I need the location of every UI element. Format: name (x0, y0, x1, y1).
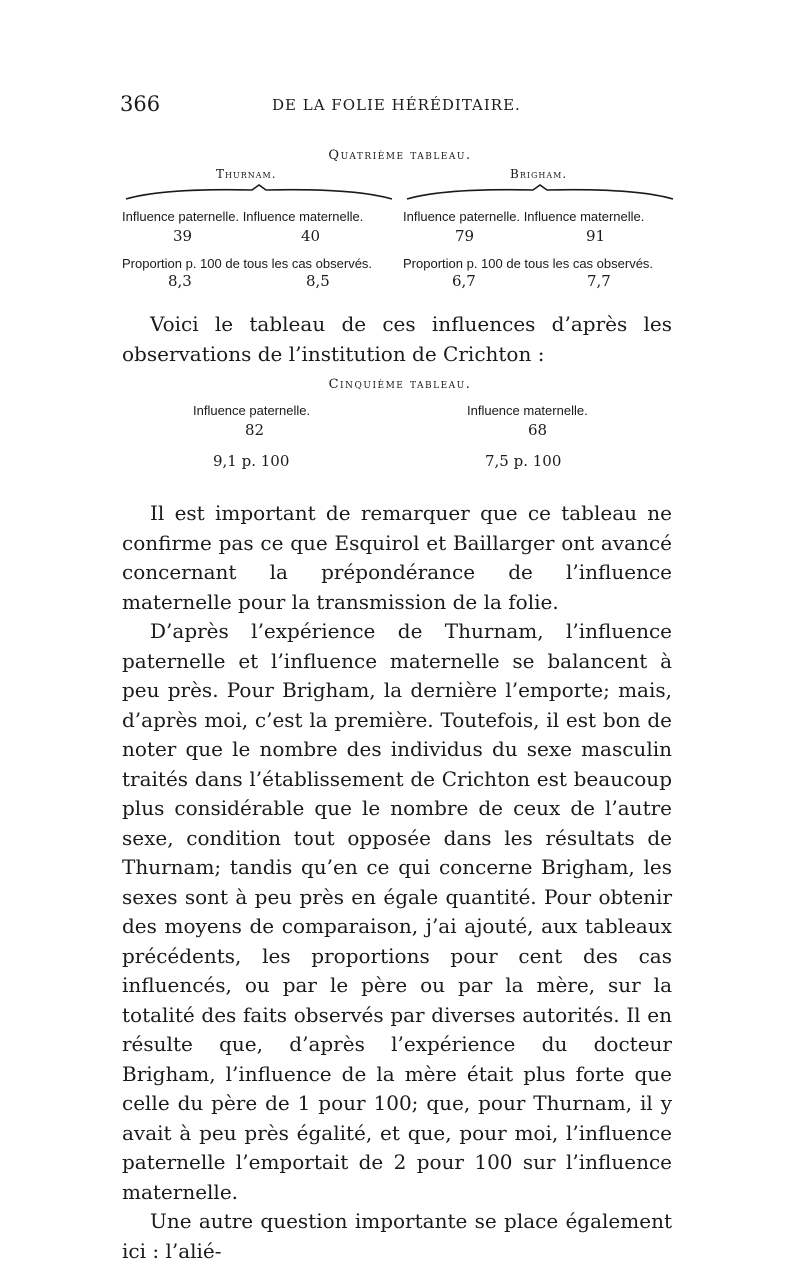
right-brace-icon (405, 184, 675, 202)
page-header (120, 92, 680, 122)
crichton-maternal-pct: 7,5 p. 100 (485, 452, 562, 470)
thurnam-paternal-pct: 8,3 (168, 272, 192, 290)
thurnam-paternal-value: 39 (173, 227, 193, 245)
left-brace-icon (124, 184, 394, 202)
brigham-maternal-pct: 7,7 (587, 272, 611, 290)
paragraph-question: Une autre question importante se place également ici : l’alié- (122, 1209, 672, 1263)
crichton-maternal-value: 68 (528, 421, 548, 439)
thurnam-labels: Influence paternelle. Influence maternelle. (122, 209, 364, 224)
crichton-paternal-pct: 9,1 p. 100 (213, 452, 290, 470)
brigham-maternal-value: 91 (586, 227, 606, 245)
brigham-paternal-value: 79 (455, 227, 475, 245)
thurnam-proportion-label: Proportion p. 100 de tous les cas observés. (122, 256, 373, 271)
running-title: DE LA FOLIE HÉRÉDITAIRE. (272, 96, 521, 114)
intro-paragraph (122, 310, 672, 369)
brigham-labels: Influence paternelle. Influence maternelle. (403, 209, 645, 224)
crichton-paternal-value: 82 (245, 421, 265, 439)
paragraph-thurnam: D’après l’expérience de Thurnam, l’influence paternelle et l’influence maternelle se balancent à peu près. Pour Brigham, la dernière l’emporte; mais, d’après moi, c’est la première. Toutefois, il est bon de noter que le nombre des individus du sexe masculin traités dans l’établissement de Crichton est beaucoup plus considérable que le nombre de ceux de l’autre sexe, condition tout opposée dans les résultats de Thurnam; tandis qu’en ce qui concerne Brigham, les sexes sont à peu près en égale quantité. Pour obtenir des moyens de comparaison, j’ai ajouté, aux tableaux précédents, les proportions pour cent des cas influencés, ou par le père ou par la mère, sur la totalité des faits observés par diverses autorités. Il en résulte que, d’après l’expérience du docteur Brigham, l’influence de la mère était plus forte que celle du père de 1 pour 100; que, pour Thurnam, il y avait à peu près égalité, et que, pour moi, l’influence paternelle l’emportait de 2 pour 100 sur l’influence maternelle. (122, 619, 672, 1204)
body-paragraphs (122, 499, 672, 1266)
crichton-paternal-label: Influence paternelle. (193, 403, 311, 418)
paragraph-esquirol: Il est important de remarquer que ce tableau ne confirme pas ce que Esquirol et Baillarger ont avancé concernant la prépondérance de l’influence maternelle pour la transmission de la folie. (122, 501, 672, 614)
intro-text: Voici le tableau de ces influences d’après les observations de l’institution de Crichton : (122, 312, 672, 366)
brigham-heading: Brigham. (510, 167, 568, 181)
thurnam-maternal-pct: 8,5 (306, 272, 330, 290)
thurnam-maternal-value: 40 (301, 227, 321, 245)
brigham-proportion-label: Proportion p. 100 de tous les cas observés. (403, 256, 654, 271)
page-number: 366 (120, 92, 161, 116)
brigham-paternal-pct: 6,7 (452, 272, 476, 290)
thurnam-heading: Thurnam. (216, 167, 277, 181)
table5-title: Cinquième tableau. (328, 377, 472, 392)
crichton-maternal-label: Influence maternelle. (467, 403, 588, 418)
table4-title: Quatrième tableau. (328, 148, 472, 163)
